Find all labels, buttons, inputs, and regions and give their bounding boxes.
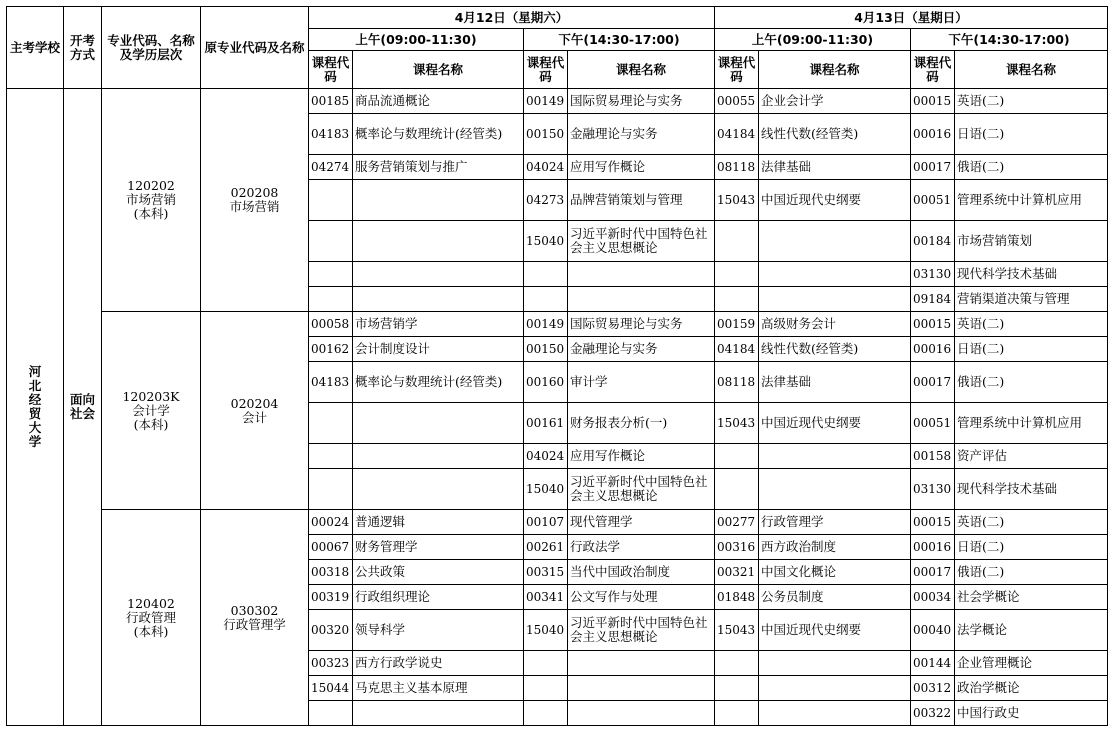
course-name-cell (759, 701, 911, 726)
course-name-cell: 俄语(二) (955, 155, 1108, 180)
course-code-cell: 00161 (524, 403, 568, 444)
course-name-cell: 习近平新时代中国特色社会主义思想概论 (568, 221, 715, 262)
course-name-cell: 线性代数(经管类) (759, 114, 911, 155)
header-day1-am: 上午(09:00-11:30) (309, 29, 524, 51)
header-orig-major: 原专业代码及名称 (201, 7, 309, 89)
course-code-cell (715, 469, 759, 510)
school-name-char: 经 (28, 392, 42, 407)
course-code-cell: 03130 (911, 469, 955, 510)
header-day2-am: 上午(09:00-11:30) (715, 29, 911, 51)
course-code-cell: 00016 (911, 535, 955, 560)
course-name-cell: 商品流通概论 (353, 89, 524, 114)
header-major: 专业代码、名称及学历层次 (102, 7, 201, 89)
course-code-cell: 00319 (309, 585, 353, 610)
major-cell (102, 89, 201, 312)
course-name-cell: 资产评估 (955, 444, 1108, 469)
course-name-cell (568, 701, 715, 726)
course-name-cell: 高级财务会计 (759, 312, 911, 337)
course-name-cell: 概率论与数理统计(经管类) (353, 114, 524, 155)
course-code-cell (309, 287, 353, 312)
table-row (7, 312, 1108, 337)
course-name-cell: 法学概论 (955, 610, 1108, 651)
school-name-char: 贸 (28, 406, 42, 421)
course-code-cell: 00107 (524, 510, 568, 535)
course-name-cell: 会计制度设计 (353, 337, 524, 362)
exam-mode-cell: 面向社会 (64, 89, 102, 726)
course-code-cell: 00024 (309, 510, 353, 535)
course-name-cell: 日语(二) (955, 535, 1108, 560)
course-code-cell: 00017 (911, 155, 955, 180)
course-code-cell (524, 651, 568, 676)
course-code-cell: 00017 (911, 362, 955, 403)
course-code-cell: 04183 (309, 362, 353, 403)
course-name-cell: 政治学概论 (955, 676, 1108, 701)
course-name-cell: 习近平新时代中国特色社会主义思想概论 (568, 469, 715, 510)
course-code-cell: 04274 (309, 155, 353, 180)
course-name-cell: 现代管理学 (568, 510, 715, 535)
course-name-cell (759, 262, 911, 287)
course-name-cell: 马克思主义基本原理 (353, 676, 524, 701)
course-code-cell: 00015 (911, 89, 955, 114)
course-code-cell (715, 262, 759, 287)
course-name-cell (568, 651, 715, 676)
course-name-cell: 财务报表分析(一) (568, 403, 715, 444)
course-name-cell: 西方政治制度 (759, 535, 911, 560)
course-code-cell: 00323 (309, 651, 353, 676)
course-code-cell: 15040 (524, 469, 568, 510)
course-name-cell: 俄语(二) (955, 362, 1108, 403)
course-code-cell: 15040 (524, 221, 568, 262)
course-code-cell: 00015 (911, 312, 955, 337)
header-day1-pm: 下午(14:30-17:00) (524, 29, 715, 51)
table-row (7, 89, 1108, 114)
major-cell (102, 510, 201, 726)
course-name-cell: 营销渠道决策与管理 (955, 287, 1108, 312)
course-code-cell: 00150 (524, 337, 568, 362)
course-code-cell: 00149 (524, 312, 568, 337)
orig-major-line: 030302 (230, 602, 279, 618)
course-code-cell: 00321 (715, 560, 759, 585)
course-code-cell: 00184 (911, 221, 955, 262)
course-code-cell: 04184 (715, 337, 759, 362)
school-name-char: 北 (28, 378, 42, 393)
major-line: 120202 (127, 178, 175, 193)
course-name-cell: 国际贸易理论与实务 (568, 89, 715, 114)
course-code-cell: 00016 (911, 114, 955, 155)
course-code-cell: 00312 (911, 676, 955, 701)
schedule-body (7, 89, 1108, 726)
course-name-cell: 金融理论与实务 (568, 337, 715, 362)
course-code-cell (309, 469, 353, 510)
course-code-cell: 04183 (309, 114, 353, 155)
course-name-cell: 中国文化概论 (759, 560, 911, 585)
course-code-cell (715, 651, 759, 676)
header-course-code: 课程代码 (911, 51, 955, 89)
header-day2: 4月13日（星期日） (715, 7, 1108, 29)
course-name-cell: 中国近现代史纲要 (759, 180, 911, 221)
course-code-cell: 00341 (524, 585, 568, 610)
course-code-cell: 15040 (524, 610, 568, 651)
course-code-cell: 00067 (309, 535, 353, 560)
course-code-cell: 09184 (911, 287, 955, 312)
course-code-cell: 00016 (911, 337, 955, 362)
course-name-cell (353, 403, 524, 444)
course-code-cell: 15043 (715, 403, 759, 444)
orig-major-line: 市场营销 (229, 199, 280, 214)
course-name-cell (353, 701, 524, 726)
course-name-cell (353, 221, 524, 262)
course-name-cell: 日语(二) (955, 337, 1108, 362)
course-name-cell: 行政管理学 (759, 510, 911, 535)
header-course-code: 课程代码 (524, 51, 568, 89)
school-name-char: 学 (28, 434, 42, 449)
course-name-cell: 线性代数(经管类) (759, 337, 911, 362)
course-name-cell: 概率论与数理统计(经管类) (353, 362, 524, 403)
course-code-cell: 00144 (911, 651, 955, 676)
school-name-char: 大 (28, 420, 42, 435)
course-code-cell: 15043 (715, 180, 759, 221)
course-code-cell: 00316 (715, 535, 759, 560)
course-name-cell (759, 221, 911, 262)
course-name-cell: 领导科学 (353, 610, 524, 651)
course-name-cell: 企业管理概论 (955, 651, 1108, 676)
course-code-cell: 00320 (309, 610, 353, 651)
course-name-cell: 公共政策 (353, 560, 524, 585)
course-name-cell: 市场营销学 (353, 312, 524, 337)
course-code-cell: 00158 (911, 444, 955, 469)
course-name-cell: 管理系统中计算机应用 (955, 180, 1108, 221)
course-name-cell (353, 444, 524, 469)
major-cell (102, 312, 201, 510)
course-name-cell: 当代中国政治制度 (568, 560, 715, 585)
course-code-cell (309, 262, 353, 287)
course-code-cell (309, 403, 353, 444)
course-name-cell: 西方行政学说史 (353, 651, 524, 676)
course-code-cell: 00160 (524, 362, 568, 403)
header-mode: 开考方式 (64, 7, 102, 89)
course-name-cell: 国际贸易理论与实务 (568, 312, 715, 337)
course-code-cell (309, 221, 353, 262)
course-code-cell: 01848 (715, 585, 759, 610)
exam-schedule-table (6, 6, 1108, 726)
course-code-cell: 04024 (524, 444, 568, 469)
course-code-cell (715, 444, 759, 469)
course-code-cell: 00149 (524, 89, 568, 114)
course-code-cell: 00051 (911, 403, 955, 444)
course-name-cell (353, 262, 524, 287)
course-name-cell: 英语(二) (955, 510, 1108, 535)
major-line: (本科) (133, 416, 169, 432)
orig-major-line: 行政管理学 (223, 616, 286, 632)
course-code-cell: 00159 (715, 312, 759, 337)
header-day2-pm: 下午(14:30-17:00) (911, 29, 1108, 51)
course-code-cell: 00055 (715, 89, 759, 114)
orig-major-cell (201, 89, 309, 312)
course-code-cell (309, 180, 353, 221)
course-code-cell: 00162 (309, 337, 353, 362)
header-course-name: 课程名称 (955, 51, 1108, 89)
header-school: 主考学校 (7, 7, 64, 89)
course-code-cell (524, 287, 568, 312)
course-code-cell: 04273 (524, 180, 568, 221)
major-line: (本科) (133, 206, 169, 221)
course-name-cell (759, 676, 911, 701)
course-code-cell: 00040 (911, 610, 955, 651)
course-code-cell: 00318 (309, 560, 353, 585)
course-name-cell (568, 262, 715, 287)
course-name-cell: 俄语(二) (955, 560, 1108, 585)
course-name-cell: 普通逻辑 (353, 510, 524, 535)
major-line: (本科) (133, 623, 169, 639)
course-name-cell: 企业会计学 (759, 89, 911, 114)
course-name-cell: 现代科学技术基础 (955, 262, 1108, 287)
course-name-cell: 中国近现代史纲要 (759, 403, 911, 444)
major-line: 120203K (122, 388, 180, 404)
course-name-cell (759, 651, 911, 676)
course-name-cell: 现代科学技术基础 (955, 469, 1108, 510)
orig-major-line: 020208 (230, 185, 279, 200)
course-name-cell: 日语(二) (955, 114, 1108, 155)
orig-major-cell (201, 312, 309, 510)
course-code-cell: 00034 (911, 585, 955, 610)
course-name-cell: 法律基础 (759, 155, 911, 180)
course-code-cell: 00015 (911, 510, 955, 535)
course-code-cell (309, 701, 353, 726)
course-code-cell: 00315 (524, 560, 568, 585)
header-course-name: 课程名称 (353, 51, 524, 89)
course-name-cell (759, 469, 911, 510)
course-code-cell (715, 221, 759, 262)
course-name-cell: 中国近现代史纲要 (759, 610, 911, 651)
course-name-cell (759, 444, 911, 469)
table-row (7, 510, 1108, 535)
course-name-cell: 公文写作与处理 (568, 585, 715, 610)
course-code-cell: 00277 (715, 510, 759, 535)
course-code-cell: 00017 (911, 560, 955, 585)
course-code-cell (715, 287, 759, 312)
course-name-cell: 应用写作概论 (568, 155, 715, 180)
course-name-cell: 市场营销策划 (955, 221, 1108, 262)
course-name-cell: 管理系统中计算机应用 (955, 403, 1108, 444)
course-name-cell (568, 287, 715, 312)
school-name-char: 河 (28, 364, 42, 379)
course-code-cell: 15043 (715, 610, 759, 651)
course-code-cell: 00261 (524, 535, 568, 560)
course-name-cell: 习近平新时代中国特色社会主义思想概论 (568, 610, 715, 651)
course-code-cell (715, 676, 759, 701)
header-course-name: 课程名称 (759, 51, 911, 89)
course-code-cell: 04024 (524, 155, 568, 180)
course-name-cell: 品牌营销策划与管理 (568, 180, 715, 221)
course-name-cell: 审计学 (568, 362, 715, 403)
course-name-cell: 法律基础 (759, 362, 911, 403)
school-name-cell (7, 89, 64, 726)
course-name-cell: 服务营销策划与推广 (353, 155, 524, 180)
major-line: 市场营销 (125, 192, 176, 207)
course-code-cell (715, 701, 759, 726)
course-code-cell (524, 676, 568, 701)
course-code-cell: 03130 (911, 262, 955, 287)
course-code-cell: 15044 (309, 676, 353, 701)
header-row-dates (7, 7, 1108, 29)
course-name-cell: 中国行政史 (955, 701, 1108, 726)
course-code-cell: 00185 (309, 89, 353, 114)
course-code-cell (524, 262, 568, 287)
course-name-cell: 金融理论与实务 (568, 114, 715, 155)
course-code-cell: 00051 (911, 180, 955, 221)
course-name-cell: 行政法学 (568, 535, 715, 560)
course-code-cell: 08118 (715, 155, 759, 180)
course-name-cell (568, 676, 715, 701)
header-day1: 4月12日（星期六） (309, 7, 715, 29)
course-name-cell: 英语(二) (955, 89, 1108, 114)
course-name-cell: 社会学概论 (955, 585, 1108, 610)
major-line: 120402 (127, 595, 175, 611)
header-course-code: 课程代码 (715, 51, 759, 89)
orig-major-line: 会计 (241, 409, 267, 425)
course-code-cell: 04184 (715, 114, 759, 155)
course-code-cell: 08118 (715, 362, 759, 403)
course-name-cell: 应用写作概论 (568, 444, 715, 469)
course-name-cell (353, 287, 524, 312)
course-name-cell (353, 469, 524, 510)
course-name-cell: 财务管理学 (353, 535, 524, 560)
orig-major-cell (201, 510, 309, 726)
course-name-cell: 公务员制度 (759, 585, 911, 610)
course-code-cell: 00322 (911, 701, 955, 726)
orig-major-line: 020204 (230, 395, 279, 411)
major-line: 会计学 (132, 402, 170, 418)
course-name-cell: 英语(二) (955, 312, 1108, 337)
course-code-cell (309, 444, 353, 469)
header-course-code: 课程代码 (309, 51, 353, 89)
course-name-cell (353, 180, 524, 221)
course-name-cell (759, 287, 911, 312)
major-line: 行政管理 (125, 609, 176, 625)
header-course-name: 课程名称 (568, 51, 715, 89)
course-code-cell: 00058 (309, 312, 353, 337)
course-code-cell: 00150 (524, 114, 568, 155)
course-code-cell (524, 701, 568, 726)
course-name-cell: 行政组织理论 (353, 585, 524, 610)
